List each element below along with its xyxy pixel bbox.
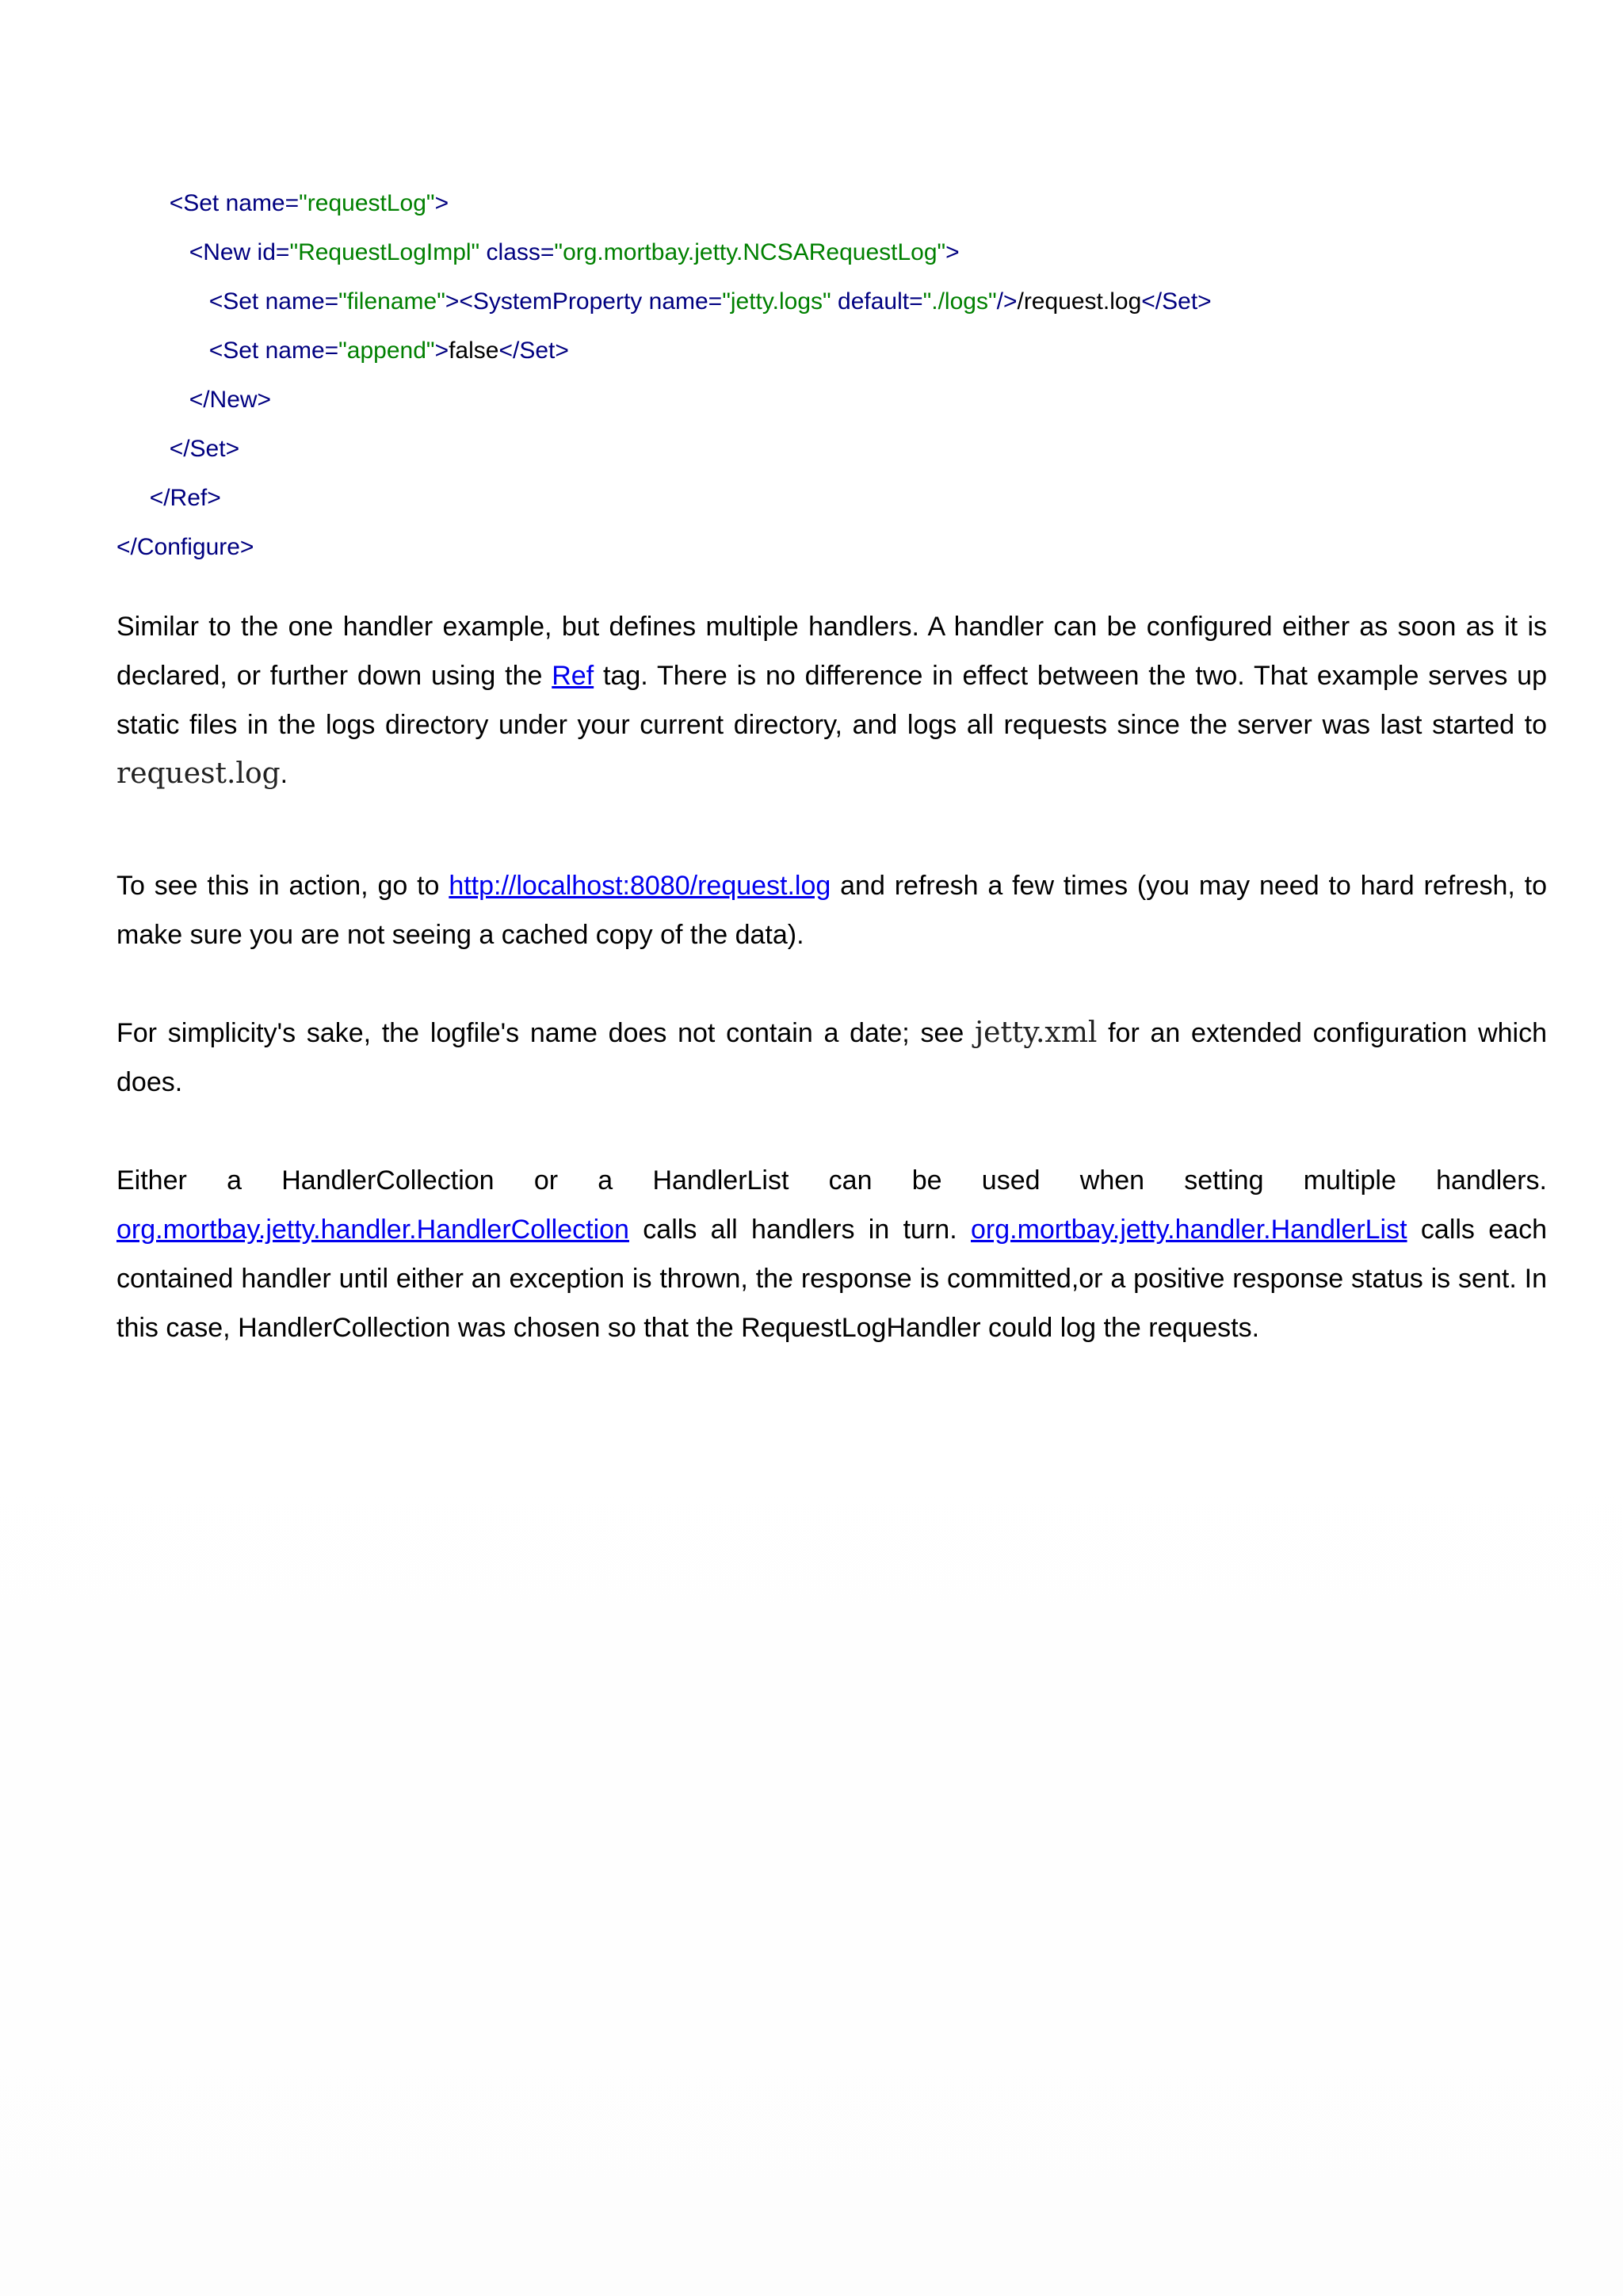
paragraph-handler-collection <box>116 1156 1547 1352</box>
xml-tag: </New> <box>189 387 272 413</box>
request-log-url-link[interactable]: http://localhost:8080/request.log <box>449 871 831 901</box>
xml-tag: ><SystemProperty name= <box>445 288 723 315</box>
xml-tag: <Set name= <box>169 190 300 216</box>
xml-attr: class= <box>479 239 555 265</box>
paragraph-multiple-handlers: Similar to the one handler example, but defines multiple handlers. A handler can be configured either as soon as it is declared, or further down using the Ref tag. There is no difference in effect between the two. That example serves up static files in the logs directory under your current directory, and logs all requests since the server was last started to request.log. <box>116 612 1547 790</box>
xml-attr-value: "requestLog" <box>299 190 435 216</box>
xml-tag: <New id= <box>189 239 290 265</box>
handler-list-link[interactable]: org.mortbay.jetty.handler.HandlerList <box>970 1215 1407 1245</box>
xml-tag: </Set> <box>169 436 240 462</box>
xml-tag: </Ref> <box>149 485 221 511</box>
paragraph-simplicity: For simplicity's sake, the logfile's name does not contain a date; see jetty.xml for an extended configuration which does. <box>116 1016 1548 1097</box>
xml-text: /request.log <box>1017 288 1142 315</box>
paragraph-first-line: Either a HandlerCollection or a HandlerList can be used when setting multiple handlers. <box>116 1165 1547 1196</box>
xml-attr-value: "filename" <box>338 288 445 315</box>
xml-attr-value: "org.mortbay.jetty.NCSARequestLog" <box>554 239 946 265</box>
code-line-7 <box>116 474 1622 523</box>
code-line-1: <Set name="requestLog"> <box>169 190 449 216</box>
xml-attr-value: "jetty.logs" <box>722 288 831 315</box>
xml-tag: </Configure> <box>116 534 254 560</box>
code-line-5 <box>116 376 1622 425</box>
xml-attr-value: "./logs" <box>922 288 997 315</box>
xml-code-block <box>116 179 1622 572</box>
code-inline-jetty-xml: jetty.xml <box>975 1016 1098 1049</box>
xml-tag: <Set name= <box>208 338 339 364</box>
xml-text: false <box>449 338 499 364</box>
xml-attr-value: "RequestLogImpl" <box>289 239 480 265</box>
xml-attr-value: "append" <box>338 338 435 364</box>
paragraph-rest: org.mortbay.jetty.handler.HandlerCollection calls all handlers in turn. org.mortbay.jetty.handler.HandlerList calls each contained handler until either an exception is thrown, the response is committed,or a positive response status is sent. In this case, HandlerCollection was chosen so that the RequestLogHandler could log the requests. <box>116 1215 1547 1343</box>
code-inline-request-log: request.log <box>116 757 281 790</box>
code-line-6 <box>116 425 1622 474</box>
code-line-4: <Set name="append">false</Set> <box>208 338 569 364</box>
code-line-8 <box>116 523 1622 572</box>
xml-tag: <Set name= <box>208 288 339 315</box>
xml-attr: default= <box>831 288 923 315</box>
code-line-2: <New id="RequestLogImpl" class="org.mortbay.jetty.NCSARequestLog"> <box>189 239 960 265</box>
code-line-3: <Set name="filename"><SystemProperty name="jetty.logs" default="./logs"/>/request.log</Set> <box>208 288 1212 315</box>
xml-tag: </Set> <box>498 338 569 364</box>
paragraph-see-in-action: To see this in action, go to http://localhost:8080/request.log and refresh a few times (you may need to hard refresh, to make sure you are not seeing a cached copy of the data). <box>116 871 1547 950</box>
handler-collection-link[interactable]: org.mortbay.jetty.handler.HandlerCollection <box>116 1215 629 1245</box>
ref-link[interactable]: Ref <box>552 661 594 691</box>
xml-tag: </Set> <box>1141 288 1212 315</box>
